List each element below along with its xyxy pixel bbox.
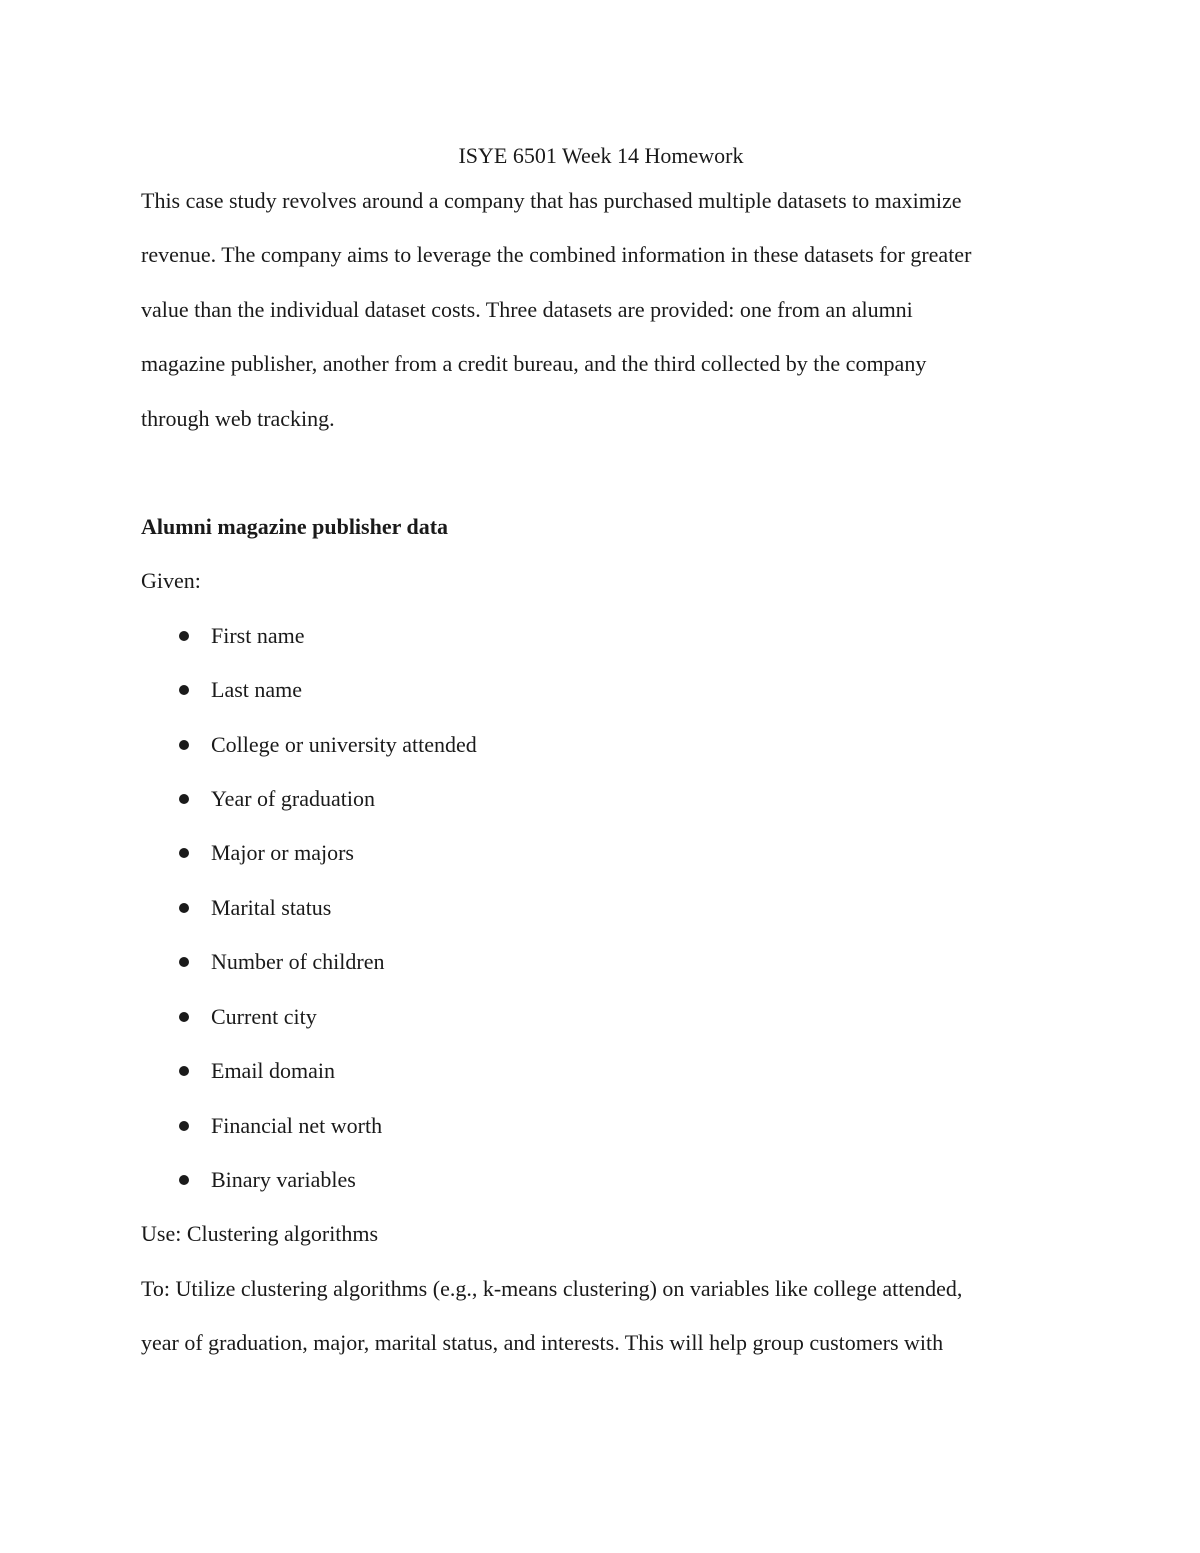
bullet-icon: [179, 1175, 189, 1185]
intro-line: This case study revolves around a company that has purchased multiple datasets to maximize: [141, 188, 962, 213]
list-item: [141, 826, 1061, 880]
bullet-icon: [179, 794, 189, 804]
bullet-icon: [179, 1066, 189, 1076]
document-title: ISYE 6501 Week 14 Homework: [458, 143, 744, 168]
list-item-text: Binary variables: [211, 1166, 356, 1192]
to-paragraph: [141, 1262, 1061, 1371]
list-item: [141, 1153, 1061, 1207]
section-heading: Alumni magazine publisher data: [141, 514, 449, 540]
bullet-icon: [179, 848, 189, 858]
use-line: Use: Clustering algorithms: [141, 1221, 379, 1247]
list-item: [141, 1099, 1061, 1153]
to-line: To: Utilize clustering algorithms (e.g., k-means clustering) on variables like college attended,: [141, 1275, 963, 1301]
bullet-icon: [179, 631, 189, 641]
intro-line: magazine publisher, another from a credit bureau, and the third collected by the company: [141, 351, 927, 377]
list-item-text: First name: [211, 622, 305, 648]
bullet-icon: [179, 957, 189, 967]
document-body: [141, 138, 1061, 1371]
list-item-text: Email domain: [211, 1058, 336, 1084]
list-item-text: Current city: [211, 1003, 317, 1029]
given-list: [141, 609, 1061, 1207]
intro-line: through web tracking.: [141, 405, 335, 431]
list-item: [141, 881, 1061, 935]
bullet-icon: [179, 740, 189, 750]
list-item: [141, 609, 1061, 663]
bullet-icon: [179, 1012, 189, 1022]
list-item: [141, 990, 1061, 1044]
list-item: [141, 1044, 1061, 1098]
list-item: [141, 718, 1061, 772]
intro-line: revenue. The company aims to leverage the combined information in these datasets for greater: [141, 242, 972, 268]
bullet-icon: [179, 685, 189, 695]
list-item: [141, 935, 1061, 989]
list-item: [141, 772, 1061, 826]
list-item-text: Marital status: [211, 894, 332, 920]
list-item-text: College or university attended: [211, 731, 477, 757]
list-item-text: Major or majors: [211, 840, 354, 866]
bullet-icon: [179, 1121, 189, 1131]
list-item-text: Financial net worth: [211, 1112, 383, 1138]
list-item-text: Year of graduation: [211, 786, 375, 812]
intro-line: value than the individual dataset costs. Three datasets are provided: one from an alumni: [141, 296, 913, 322]
intro-paragraph: [141, 174, 1061, 446]
given-label: Given:: [141, 568, 201, 594]
list-item-text: Last name: [211, 677, 303, 703]
list-item: [141, 663, 1061, 717]
list-item-text: Number of children: [211, 949, 385, 975]
to-line: year of graduation, major, marital status, and interests. This will help group customers with: [141, 1330, 944, 1356]
bullet-icon: [179, 903, 189, 913]
